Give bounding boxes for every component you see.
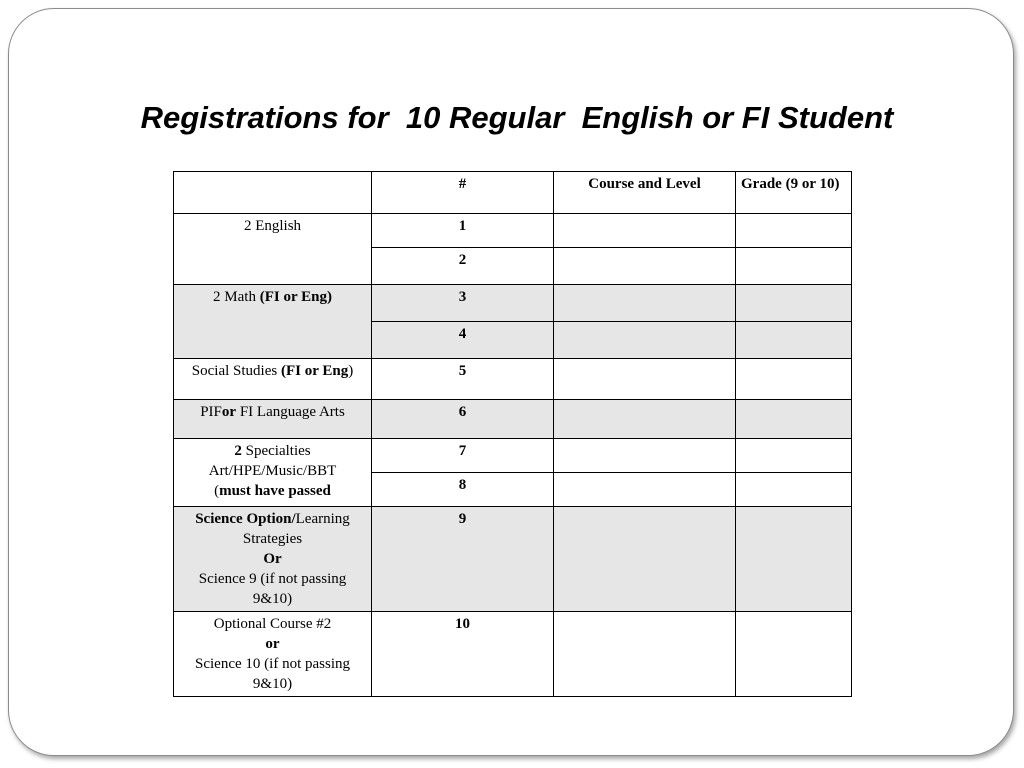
course-cell-2[interactable] — [554, 248, 736, 285]
row-number-2: 2 — [372, 248, 554, 285]
grade-cell-3[interactable] — [736, 285, 852, 322]
label-opt-text1: Optional Course #2 — [213, 616, 332, 632]
label-pif-bold: or — [221, 404, 237, 420]
grade-cell-2[interactable] — [736, 248, 852, 285]
label-pif-b: FI Language Arts — [236, 404, 345, 420]
header-blank — [174, 172, 372, 214]
label-math-bold: (FI or Eng) — [259, 289, 332, 305]
row-number-4: 4 — [372, 322, 554, 359]
header-number: # — [372, 172, 554, 214]
grade-cell-9[interactable] — [736, 507, 852, 612]
header-row — [174, 172, 852, 214]
table-row-specialties-1 — [174, 439, 852, 473]
grade-cell-8[interactable] — [736, 473, 852, 507]
label-sci-text1: Learning Strategies — [242, 511, 350, 547]
header-course-and-level: Course and Level — [554, 172, 736, 214]
course-cell-4[interactable] — [554, 322, 736, 359]
course-cell-1[interactable] — [554, 214, 736, 248]
label-social-text: Social Studies — [191, 363, 281, 379]
label-social-end: ) — [348, 363, 354, 379]
label-spec-bold2: must have passed — [219, 483, 331, 499]
header-grade: Grade (9 or 10) — [736, 172, 852, 214]
row-number-9: 9 — [372, 507, 554, 612]
label-sci-bold1: Science Option/ — [195, 511, 296, 527]
course-cell-8[interactable] — [554, 473, 736, 507]
label-science-option — [174, 507, 372, 612]
label-sci-text2: Science 9 (if not passing 9&10) — [198, 571, 347, 607]
course-cell-5[interactable] — [554, 359, 736, 400]
label-spec-bold1: 2 — [234, 443, 242, 459]
course-cell-10[interactable] — [554, 612, 736, 697]
grade-cell-7[interactable] — [736, 439, 852, 473]
label-math — [174, 285, 372, 359]
grade-cell-4[interactable] — [736, 322, 852, 359]
grade-cell-6[interactable] — [736, 400, 852, 439]
grade-cell-5[interactable] — [736, 359, 852, 400]
row-number-3: 3 — [372, 285, 554, 322]
grade-cell-10[interactable] — [736, 612, 852, 697]
label-specialties — [174, 439, 372, 507]
table-row-social-studies — [174, 359, 852, 400]
course-cell-9[interactable] — [554, 507, 736, 612]
row-number-8: 8 — [372, 473, 554, 507]
course-cell-6[interactable] — [554, 400, 736, 439]
table-row-english-1 — [174, 214, 852, 248]
slide-title: Registrations for 10 Regular English or FI Student — [140, 100, 894, 135]
row-number-6: 6 — [372, 400, 554, 439]
registration-table — [173, 171, 852, 697]
label-opt-bold: or — [265, 636, 280, 652]
label-pif-a: PIF — [200, 404, 222, 420]
row-number-10: 10 — [372, 612, 554, 697]
row-number-1: 1 — [372, 214, 554, 248]
label-opt-text2: Science 10 (if not passing 9&10) — [195, 656, 350, 692]
label-sci-bold2: Or — [263, 551, 282, 567]
grade-cell-1[interactable] — [736, 214, 852, 248]
label-spec-text3: ( — [214, 483, 220, 499]
table-row-science-option — [174, 507, 852, 612]
course-cell-7[interactable] — [554, 439, 736, 473]
table-row-optional — [174, 612, 852, 697]
table-row-pif — [174, 400, 852, 439]
course-cell-3[interactable] — [554, 285, 736, 322]
label-social-bold: (FI or Eng — [280, 363, 349, 379]
label-social-studies — [174, 359, 372, 400]
label-optional — [174, 612, 372, 697]
table-row-math-1 — [174, 285, 852, 322]
label-pif — [174, 400, 372, 439]
label-math-text: 2 Math — [213, 289, 260, 305]
label-english: 2 English — [174, 214, 372, 285]
row-number-7: 7 — [372, 439, 554, 473]
label-spec-text2: Art/HPE/Music/BBT — [208, 463, 337, 479]
label-spec-text1: Specialties — [241, 443, 311, 459]
row-number-5: 5 — [372, 359, 554, 400]
